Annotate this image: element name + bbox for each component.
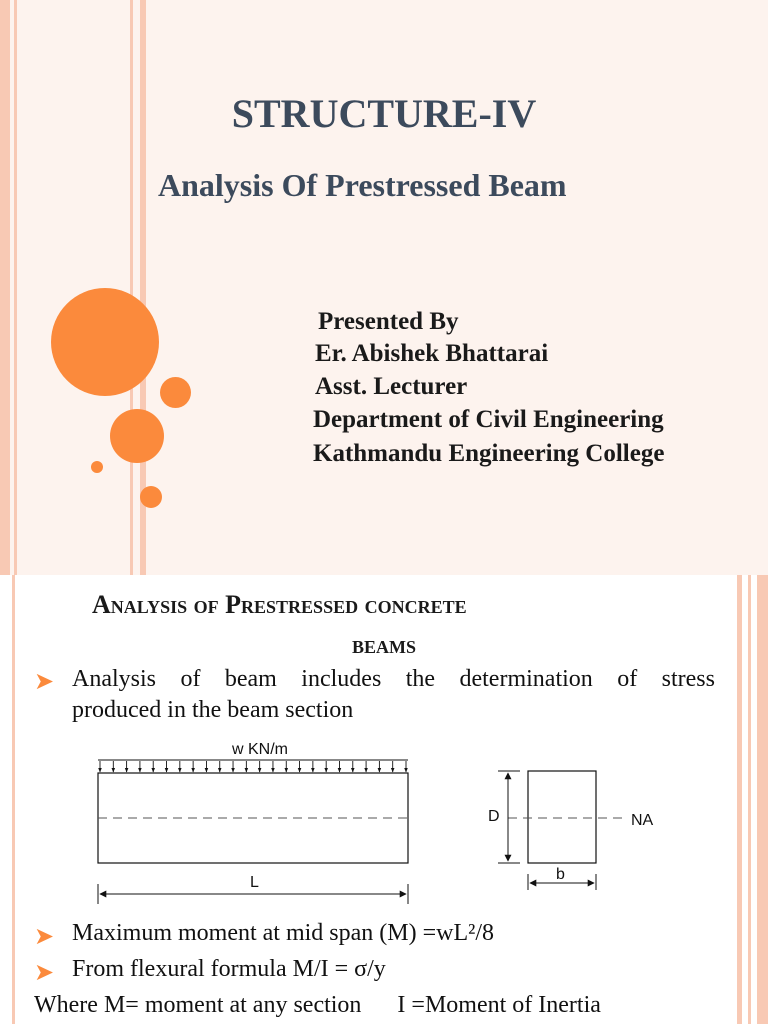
presenter-college: Kathmandu Engineering College — [313, 440, 665, 467]
decor-stripe — [0, 0, 10, 575]
span-label: L — [250, 874, 259, 891]
bullet-text-line1: Analysis of beam includes the determination of stress — [72, 666, 715, 692]
where-line: Where M= moment at any section I =Moment of Inertia — [34, 992, 601, 1018]
arrow-bullet-icon: ➤ — [34, 924, 55, 950]
decor-circle-small — [160, 377, 191, 408]
arrow-bullet-icon: ➤ — [34, 960, 55, 986]
presenter-position: Asst. Lecturer — [315, 373, 468, 400]
slide-title: STRUCTURE-IV — [231, 91, 537, 136]
bullet-text-moment: Maximum moment at mid span (M) =wL²/8 — [72, 920, 495, 946]
bullet-text-flexural: From flexural formula M/I = σ/y — [72, 956, 386, 982]
presenter-name: Er. Abishek Bhattarai — [315, 340, 549, 367]
neutral-axis-label: NA — [631, 812, 654, 829]
decor-circle-large — [51, 288, 159, 396]
beam-cross-section — [528, 771, 596, 863]
width-label: b — [556, 866, 565, 883]
decor-stripe — [14, 0, 17, 575]
decor-circle-small — [140, 486, 162, 508]
slide-heading-line2: beams — [351, 630, 416, 659]
slide-subtitle: Analysis Of Prestressed Beam — [158, 167, 567, 203]
distributed-load — [98, 760, 408, 772]
slide-heading-line1: Analysis of Prestressed concrete — [92, 590, 467, 619]
decor-circle-medium — [110, 409, 164, 463]
presented-by-label: Presented By — [318, 308, 459, 335]
depth-label: D — [488, 808, 500, 825]
arrow-bullet-icon: ➤ — [34, 669, 55, 695]
presenter-department: Department of Civil Engineering — [313, 406, 664, 433]
load-label: w KN/m — [232, 741, 288, 758]
decor-stripe — [130, 0, 133, 575]
bullet-text-line2: produced in the beam section — [72, 697, 354, 723]
decor-circle-tiny — [91, 461, 103, 473]
beam-diagram — [80, 738, 680, 910]
